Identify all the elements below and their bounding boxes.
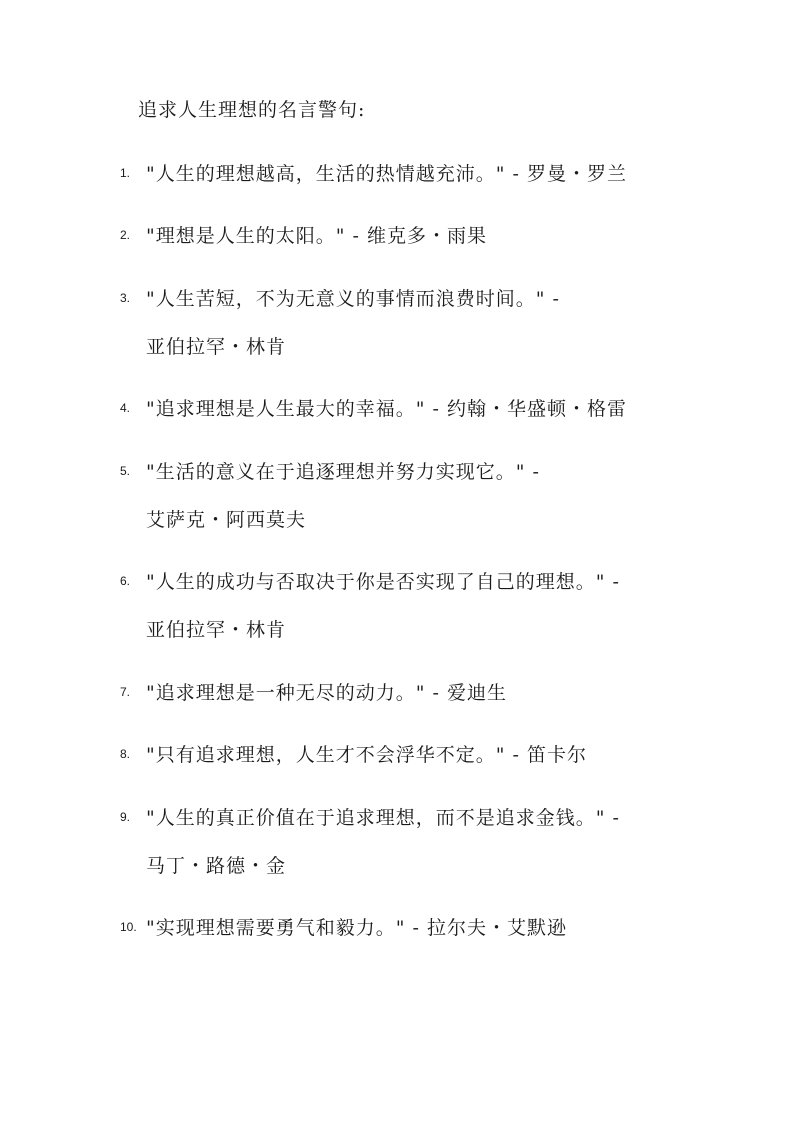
quote-number: 6. — [120, 574, 131, 588]
quote-number: 8. — [120, 747, 131, 761]
quote-text: "理想是人生的太阳。" - 维克多・雨果 — [146, 225, 487, 247]
quote-text: "人生的成功与否取决于你是否实现了自己的理想。" - — [146, 571, 620, 593]
quote-number: 1. — [120, 166, 131, 180]
quote-text: "追求理想是人生最大的幸福。" - 约翰・华盛顿・格雷 — [146, 398, 627, 420]
quote-text: "实现理想需要勇气和毅力。" - 拉尔夫・艾默逊 — [146, 917, 567, 939]
quote-item-9 — [120, 803, 680, 877]
quote-attribution-continued: 艾萨克・阿西莫夫 — [146, 509, 307, 531]
quote-item-10 — [120, 913, 680, 941]
document-title: 追求人生理想的名言警句: — [138, 99, 366, 121]
quote-text: "人生的真正价值在于追求理想，而不是追求金钱。" - — [146, 807, 620, 829]
quote-item-4 — [120, 394, 680, 422]
quote-item-6 — [120, 567, 680, 641]
quote-item-3 — [120, 284, 680, 358]
quote-text: "人生的理想越高，生活的热情越充沛。" - 罗曼・罗兰 — [146, 163, 627, 185]
quote-item-2 — [120, 221, 680, 249]
quote-item-8 — [120, 740, 680, 768]
quote-item-1 — [120, 159, 680, 187]
quote-number: 10. — [120, 920, 137, 934]
quote-number: 3. — [120, 291, 131, 305]
quote-text: "生活的意义在于追逐理想并努力实现它。" - — [146, 461, 540, 483]
quote-number: 9. — [120, 810, 131, 824]
quote-attribution-continued: 马丁・路德・金 — [146, 855, 287, 877]
quote-text: "追求理想是一种无尽的动力。" - 爱迪生 — [146, 682, 507, 704]
quote-number: 4. — [120, 401, 131, 415]
quote-text: "只有追求理想，人生才不会浮华不定。" - 笛卡尔 — [146, 744, 587, 766]
quote-attribution-continued: 亚伯拉罕・林肯 — [146, 336, 287, 358]
quote-item-5 — [120, 457, 680, 531]
quote-attribution-continued: 亚伯拉罕・林肯 — [146, 619, 287, 641]
quote-number: 2. — [120, 228, 131, 242]
quote-number: 5. — [120, 464, 131, 478]
quote-number: 7. — [120, 685, 131, 699]
quote-item-7 — [120, 678, 680, 706]
quote-text: "人生苦短，不为无意义的事情而浪费时间。" - — [146, 288, 560, 310]
